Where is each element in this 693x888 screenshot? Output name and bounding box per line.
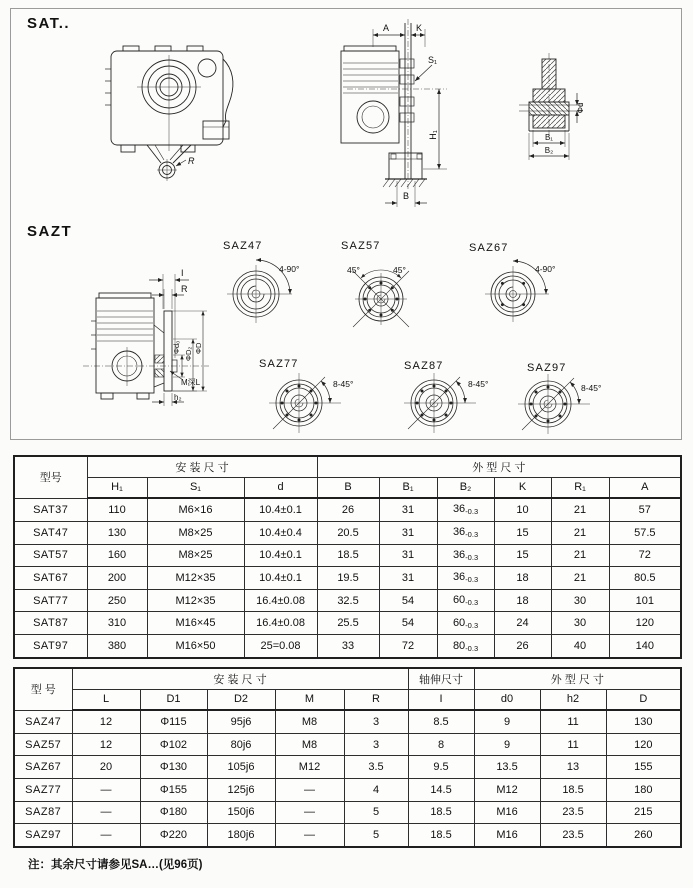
dim-label-a: A xyxy=(383,23,390,33)
value-cell: 8.5 xyxy=(408,710,474,733)
value-cell: M12×35 xyxy=(147,589,244,612)
technical-drawing xyxy=(11,9,681,439)
column-header-model: 型 号 xyxy=(14,668,72,710)
angle-label: 8-45° xyxy=(581,383,602,393)
value-cell: 10.4±0.4 xyxy=(244,521,317,544)
value-cell: 101 xyxy=(609,589,681,612)
value-cell: M8×25 xyxy=(147,521,244,544)
dim-label-k: K xyxy=(416,23,423,33)
dim-label-phid2: ΦD₂ xyxy=(184,346,193,361)
value-cell: 57.5 xyxy=(609,521,681,544)
table-row xyxy=(14,710,681,733)
value-cell: 4 xyxy=(344,778,408,801)
model-cell: SAT77 xyxy=(14,589,87,612)
value-cell: 11 xyxy=(540,733,606,756)
value-cell: 21 xyxy=(551,567,609,590)
table-row xyxy=(14,635,681,658)
value-cell: 40 xyxy=(551,635,609,658)
value-cell: 21 xyxy=(551,544,609,567)
value-cell: 15 xyxy=(494,544,551,567)
value-cell: 3.5 xyxy=(344,756,408,779)
value-cell: 57 xyxy=(609,498,681,521)
dim-label-b2: B₂ xyxy=(544,146,554,155)
value-cell: 60-0.3 xyxy=(437,612,494,635)
value-cell: — xyxy=(72,824,140,847)
value-cell: 18.5 xyxy=(408,801,474,824)
value-cell: 10.4±0.1 xyxy=(244,498,317,521)
sat-table-body xyxy=(14,498,681,658)
model-cell: SAZ67 xyxy=(14,756,72,779)
dim-label-phid0: Φd₀ xyxy=(172,340,181,354)
value-cell: 31 xyxy=(379,567,437,590)
column-header: I xyxy=(408,689,474,710)
value-cell: 80j6 xyxy=(207,733,275,756)
sat-front-view xyxy=(105,46,233,181)
column-header: h2 xyxy=(540,689,606,710)
flange-label: SAZ57 xyxy=(341,240,381,252)
model-cell: SAZ57 xyxy=(14,733,72,756)
table-row xyxy=(14,567,681,590)
value-cell: 12 xyxy=(72,710,140,733)
value-cell: 60-0.3 xyxy=(437,589,494,612)
value-cell: 18.5 xyxy=(408,824,474,847)
value-cell: 13.5 xyxy=(474,756,540,779)
column-header: M xyxy=(275,689,344,710)
flange-view-saz47 xyxy=(223,240,299,323)
value-cell: 18.5 xyxy=(317,544,379,567)
value-cell: M8 xyxy=(275,733,344,756)
column-header: D2 xyxy=(207,689,275,710)
value-cell: — xyxy=(72,778,140,801)
group-header-install: 安 装 尺 寸 xyxy=(72,668,408,689)
column-header: d xyxy=(244,477,317,498)
drawing-panel xyxy=(10,8,682,440)
value-cell: 30 xyxy=(551,589,609,612)
model-cell: SAT57 xyxy=(14,544,87,567)
value-cell: 16.4±0.08 xyxy=(244,612,317,635)
model-cell: SAT47 xyxy=(14,521,87,544)
sat-side-view xyxy=(341,19,447,207)
model-cell: SAT97 xyxy=(14,635,87,658)
flange-view-saz67 xyxy=(469,242,555,322)
value-cell: 20.5 xyxy=(317,521,379,544)
value-cell: M12 xyxy=(275,756,344,779)
table-row xyxy=(14,756,681,779)
value-cell: 120 xyxy=(606,733,681,756)
value-cell: 130 xyxy=(87,521,147,544)
value-cell: 155 xyxy=(606,756,681,779)
value-cell: — xyxy=(72,801,140,824)
value-cell: 5 xyxy=(344,801,408,824)
footnote: 注：其余尺寸请参见SA…(见96页) xyxy=(28,859,203,871)
bushing-section-view xyxy=(519,53,585,160)
value-cell: 260 xyxy=(606,824,681,847)
value-cell: M8 xyxy=(275,710,344,733)
angle-label: 4-90° xyxy=(279,264,300,274)
column-header: A xyxy=(609,477,681,498)
model-cell: SAZ47 xyxy=(14,710,72,733)
dim-label-s1: S₁ xyxy=(428,55,438,65)
value-cell: 160 xyxy=(87,544,147,567)
value-cell: 250 xyxy=(87,589,147,612)
column-header: R₁ xyxy=(551,477,609,498)
value-cell: 30 xyxy=(551,612,609,635)
dim-label-r: R xyxy=(188,156,195,166)
value-cell: — xyxy=(275,778,344,801)
column-header: B xyxy=(317,477,379,498)
flange-view-saz57 xyxy=(341,240,409,327)
group-header-shaft: 轴伸尺寸 xyxy=(408,668,474,689)
value-cell: 16.4±0.08 xyxy=(244,589,317,612)
value-cell: 95j6 xyxy=(207,710,275,733)
value-cell: 120 xyxy=(609,612,681,635)
value-cell: 110 xyxy=(87,498,147,521)
value-cell: M16×50 xyxy=(147,635,244,658)
column-header: D1 xyxy=(140,689,207,710)
value-cell: Φ115 xyxy=(140,710,207,733)
flange-view-saz77 xyxy=(259,358,353,433)
model-cell: SAT67 xyxy=(14,567,87,590)
flange-view-saz87 xyxy=(404,360,488,433)
column-header: L xyxy=(72,689,140,710)
angle-label: 45° xyxy=(393,265,406,275)
table-row xyxy=(14,521,681,544)
value-cell: 21 xyxy=(551,498,609,521)
value-cell: 25=0.08 xyxy=(244,635,317,658)
value-cell: 18.5 xyxy=(540,778,606,801)
value-cell: 36-0.3 xyxy=(437,521,494,544)
table-row xyxy=(14,733,681,756)
value-cell: 25.5 xyxy=(317,612,379,635)
value-cell: 19.5 xyxy=(317,567,379,590)
value-cell: 31 xyxy=(379,544,437,567)
value-cell: 31 xyxy=(379,498,437,521)
value-cell: 24 xyxy=(494,612,551,635)
dim-label-h1: H₁ xyxy=(428,130,438,140)
value-cell: 31 xyxy=(379,521,437,544)
value-cell: 9 xyxy=(474,710,540,733)
value-cell: 26 xyxy=(494,635,551,658)
value-cell: 11 xyxy=(540,710,606,733)
value-cell: 13 xyxy=(540,756,606,779)
flange-label: SAZ77 xyxy=(259,358,299,370)
angle-label: 8-45° xyxy=(333,379,354,389)
flange-label: SAZ67 xyxy=(469,242,509,254)
value-cell: 310 xyxy=(87,612,147,635)
value-cell: M16 xyxy=(474,801,540,824)
value-cell: 54 xyxy=(379,589,437,612)
value-cell: 23.5 xyxy=(540,824,606,847)
flange-label: SAZ87 xyxy=(404,360,444,372)
model-cell: SAZ77 xyxy=(14,778,72,801)
column-header: H₁ xyxy=(87,477,147,498)
value-cell: 80.5 xyxy=(609,567,681,590)
value-cell: 9.5 xyxy=(408,756,474,779)
dim-label-b: B xyxy=(403,191,410,201)
saz-table-body xyxy=(14,710,681,847)
value-cell: 140 xyxy=(609,635,681,658)
value-cell: 105j6 xyxy=(207,756,275,779)
group-header-install: 安 装 尺 寸 xyxy=(87,456,317,477)
flange-view-saz97 xyxy=(518,362,601,434)
dim-label-i: I xyxy=(181,268,184,278)
value-cell: 33 xyxy=(317,635,379,658)
value-cell: M8×25 xyxy=(147,544,244,567)
table-row xyxy=(14,778,681,801)
value-cell: 3 xyxy=(344,710,408,733)
value-cell: 180 xyxy=(606,778,681,801)
table-row xyxy=(14,824,681,847)
value-cell: 18 xyxy=(494,567,551,590)
value-cell: Φ180 xyxy=(140,801,207,824)
value-cell: M12 xyxy=(474,778,540,801)
value-cell: 180j6 xyxy=(207,824,275,847)
model-cell: SAT37 xyxy=(14,498,87,521)
angle-label: 8-45° xyxy=(468,379,489,389)
sazt-series-label: SAZT xyxy=(27,223,73,240)
column-header: d0 xyxy=(474,689,540,710)
value-cell: 32.5 xyxy=(317,589,379,612)
value-cell: 18 xyxy=(494,589,551,612)
value-cell: 125j6 xyxy=(207,778,275,801)
sat-series-label: SAT.. xyxy=(27,15,71,32)
table-row xyxy=(14,801,681,824)
flange-label: SAZ47 xyxy=(223,240,263,252)
value-cell: 26 xyxy=(317,498,379,521)
value-cell: 9 xyxy=(474,733,540,756)
model-cell: SAZ87 xyxy=(14,801,72,824)
flange-label: SAZ97 xyxy=(527,362,567,374)
value-cell: Φ102 xyxy=(140,733,207,756)
value-cell: — xyxy=(275,824,344,847)
value-cell: 23.5 xyxy=(540,801,606,824)
value-cell: M6×16 xyxy=(147,498,244,521)
value-cell: 10.4±0.1 xyxy=(244,544,317,567)
model-cell: SAT87 xyxy=(14,612,87,635)
value-cell: 21 xyxy=(551,521,609,544)
value-cell: Φ220 xyxy=(140,824,207,847)
value-cell: 80-0.3 xyxy=(437,635,494,658)
value-cell: 36-0.3 xyxy=(437,544,494,567)
dim-label-ml: M深L xyxy=(181,378,201,387)
value-cell: 12 xyxy=(72,733,140,756)
sazt-side-view xyxy=(83,268,209,406)
column-header: D xyxy=(606,689,681,710)
value-cell: 72 xyxy=(379,635,437,658)
value-cell: 5 xyxy=(344,824,408,847)
table-row xyxy=(14,544,681,567)
value-cell: 54 xyxy=(379,612,437,635)
dim-label-phid: Φd xyxy=(576,102,585,114)
value-cell: M16×45 xyxy=(147,612,244,635)
angle-label: 45° xyxy=(347,265,360,275)
dim-label-phiD: ΦD xyxy=(194,342,203,354)
value-cell: Φ155 xyxy=(140,778,207,801)
sat-dimension-table xyxy=(13,455,682,659)
value-cell: 10 xyxy=(494,498,551,521)
group-header-outline: 外 型 尺 寸 xyxy=(317,456,681,477)
value-cell: 36-0.3 xyxy=(437,567,494,590)
value-cell: 72 xyxy=(609,544,681,567)
value-cell: 15 xyxy=(494,521,551,544)
value-cell: 215 xyxy=(606,801,681,824)
column-header: S₁ xyxy=(147,477,244,498)
model-cell: SAZ97 xyxy=(14,824,72,847)
value-cell: 150j6 xyxy=(207,801,275,824)
dim-label-h2: h₂ xyxy=(174,393,182,402)
dim-label-b1: B₁ xyxy=(544,133,554,142)
value-cell: M12×35 xyxy=(147,567,244,590)
column-header: R xyxy=(344,689,408,710)
value-cell: 200 xyxy=(87,567,147,590)
value-cell: 3 xyxy=(344,733,408,756)
column-header: K xyxy=(494,477,551,498)
column-header-model: 型号 xyxy=(14,456,87,498)
value-cell: 14.5 xyxy=(408,778,474,801)
value-cell: 380 xyxy=(87,635,147,658)
column-header: B₁ xyxy=(379,477,437,498)
column-header: B₂ xyxy=(437,477,494,498)
group-header-outline: 外 型 尺 寸 xyxy=(474,668,681,689)
value-cell: 8 xyxy=(408,733,474,756)
value-cell: Φ130 xyxy=(140,756,207,779)
saz-dimension-table xyxy=(13,667,682,848)
value-cell: 130 xyxy=(606,710,681,733)
value-cell: 36-0.3 xyxy=(437,498,494,521)
value-cell: 20 xyxy=(72,756,140,779)
table-row xyxy=(14,498,681,521)
table-row xyxy=(14,612,681,635)
value-cell: — xyxy=(275,801,344,824)
table-row xyxy=(14,589,681,612)
value-cell: M16 xyxy=(474,824,540,847)
value-cell: 10.4±0.1 xyxy=(244,567,317,590)
angle-label: 4-90° xyxy=(535,264,556,274)
dim-label-r2: R xyxy=(181,284,188,294)
